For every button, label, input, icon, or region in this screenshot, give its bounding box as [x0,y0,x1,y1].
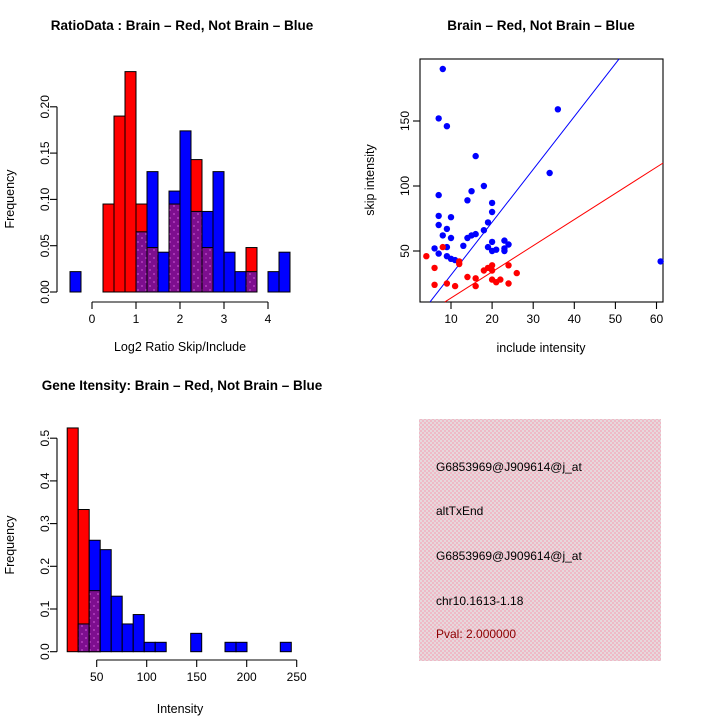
scatter-point-red [497,276,503,282]
scatter-point-red [456,261,462,267]
overlap-histogram-bar [202,248,213,292]
x-tick-label: 200 [236,670,257,684]
scatter-plot-svg [360,0,720,360]
x-tick-label: 20 [485,312,499,326]
x-tick-label: 50 [90,670,104,684]
blue-histogram-bar [122,624,133,652]
ratio-histogram-y-axis-label: Frequency [3,169,17,229]
ratio-histogram-plot-area [38,72,290,326]
gene-histogram-plot-area [38,428,307,684]
overlap-histogram-bar [169,204,180,292]
x-tick-label: 4 [264,312,272,326]
scatter-point-red [440,244,446,250]
scatter-point-blue [440,232,446,238]
probe-id-line-2: G6853969@J909614@j_at [436,549,582,563]
x-tick-label: 50 [608,312,623,326]
blue-histogram-bar [144,642,155,651]
scatter-point-blue [435,222,441,228]
x-tick-label: 40 [567,312,581,326]
scatter-y-axis-label: skip intensity [363,144,377,216]
scatter-point-blue [489,209,495,215]
scatter-point-blue [472,153,478,159]
x-tick-label: 1 [132,312,140,326]
x-tick-label: 30 [526,312,540,326]
scatter-point-blue [472,231,478,237]
panel-scatter [360,0,720,360]
overlap-histogram-bar [136,232,147,292]
panel-ratio-histogram [0,0,360,360]
x-tick-label: 250 [286,670,307,684]
blue-histogram-bar [133,615,144,652]
y-tick-label: 0.20 [38,95,52,119]
red-histogram-bar [67,428,78,652]
scatter-point-blue [489,239,495,245]
scatter-point-red [472,283,478,289]
scatter-point-red [444,280,450,286]
scatter-x-axis-label: include intensity [496,341,586,355]
y-tick-label: 0.4 [38,472,52,490]
blue-histogram-bar [213,172,224,292]
scatter-point-red [514,270,520,276]
probe-id-line: G6853969@J909614@j_at [436,460,582,474]
scatter-point-blue [501,248,507,254]
ratio-histogram-title: RatioData : Brain – Red, Not Brain – Blue [50,18,314,33]
y-tick-label: 0.00 [38,280,52,304]
blue-histogram-bar [158,252,169,292]
scatter-point-blue [435,192,441,198]
y-tick-label: 100 [398,175,412,197]
overlap-histogram-bar [147,248,158,292]
x-tick-label: 0 [88,312,96,326]
x-tick-label: 150 [186,670,207,684]
scatter-point-blue [448,235,454,241]
scatter-point-blue [435,213,441,219]
scatter-point-red [431,282,437,288]
blue-histogram-bar [235,272,246,292]
overlap-histogram-bar [89,591,100,652]
red-histogram-bar [103,204,114,292]
scatter-title: Brain – Red, Not Brain – Blue [447,18,635,33]
scatter-point-blue [464,197,470,203]
blue-histogram-bar [268,272,279,292]
info-box [419,419,661,661]
scatter-point-blue [448,214,454,220]
scatter-point-red [452,283,458,289]
y-tick-label: 50 [398,244,412,258]
y-tick-label: 0.0 [38,643,52,661]
gene-histogram-svg [0,360,360,720]
y-tick-label: 0.2 [38,557,52,575]
scatter-point-blue [460,243,466,249]
scatter-point-blue [468,188,474,194]
pval-line: Pval: 2.000000 [436,627,517,641]
scatter-point-red [423,253,429,259]
y-tick-label: 150 [398,110,412,132]
scatter-point-blue [440,66,446,72]
y-tick-label: 0.3 [38,515,52,532]
x-tick-label: 2 [176,312,184,326]
blue-histogram-bar [111,596,122,652]
scatter-point-blue [485,219,491,225]
scatter-point-red [472,275,478,281]
blue-histogram-bar [236,642,247,651]
scatter-point-blue [435,250,441,256]
scatter-point-blue [489,248,495,254]
y-tick-label: 0.10 [38,187,52,212]
scatter-point-blue [555,106,561,112]
scatter-point-blue [444,123,450,129]
red-histogram-bar [125,72,136,292]
y-tick-label: 0.5 [38,429,52,447]
scatter-point-blue [489,200,495,206]
overlap-histogram-bar [191,211,202,292]
scatter-plot-area [398,59,664,326]
gene-histogram-x-axis-label: Intensity [156,702,204,716]
x-tick-label: 60 [649,312,664,326]
scatter-point-red [431,265,437,271]
scatter-point-blue [431,245,437,251]
scatter-point-blue [435,115,441,121]
panel-info [360,360,720,720]
blue-histogram-bar [100,550,111,652]
ratio-histogram-svg [0,0,360,360]
scatter-point-blue [657,258,663,264]
x-tick-label: 100 [136,670,157,684]
scatter-point-blue [444,226,450,232]
scatter-point-red [505,262,511,268]
gene-histogram-title: Gene Itensity: Brain – Red, Not Brain – Blue [41,378,323,393]
blue-histogram-bar [280,642,291,651]
blue-histogram-bar [191,633,202,651]
gene-histogram-y-axis-label: Frequency [3,515,17,575]
y-tick-label: 0.05 [38,234,52,258]
blue-histogram-bar [155,642,166,651]
y-tick-label: 0.15 [38,141,52,165]
blue-histogram-bar [224,252,235,292]
scatter-point-blue [546,170,552,176]
scatter-point-blue [481,183,487,189]
event-type-line: altTxEnd [436,504,484,518]
scatter-point-blue [481,227,487,233]
y-tick-label: 0.1 [38,600,52,618]
x-tick-label: 10 [444,312,458,326]
scatter-point-red [489,267,495,273]
red-histogram-bar [114,116,125,292]
ratio-histogram-x-axis-label: Log2 Ratio Skip/Include [113,340,247,354]
locus-line: chr10.1613-1.18 [436,594,524,608]
overlap-histogram-bar [246,272,257,292]
scatter-point-red [505,280,511,286]
blue-histogram-bar [225,642,236,651]
panel-gene-histogram [0,360,360,720]
blue-histogram-bar [70,272,81,292]
scatter-point-red [464,274,470,280]
blue-histogram-bar [279,252,290,292]
overlap-histogram-bar [78,624,89,652]
x-tick-label: 3 [220,312,228,326]
blue-histogram-bar [180,131,191,292]
